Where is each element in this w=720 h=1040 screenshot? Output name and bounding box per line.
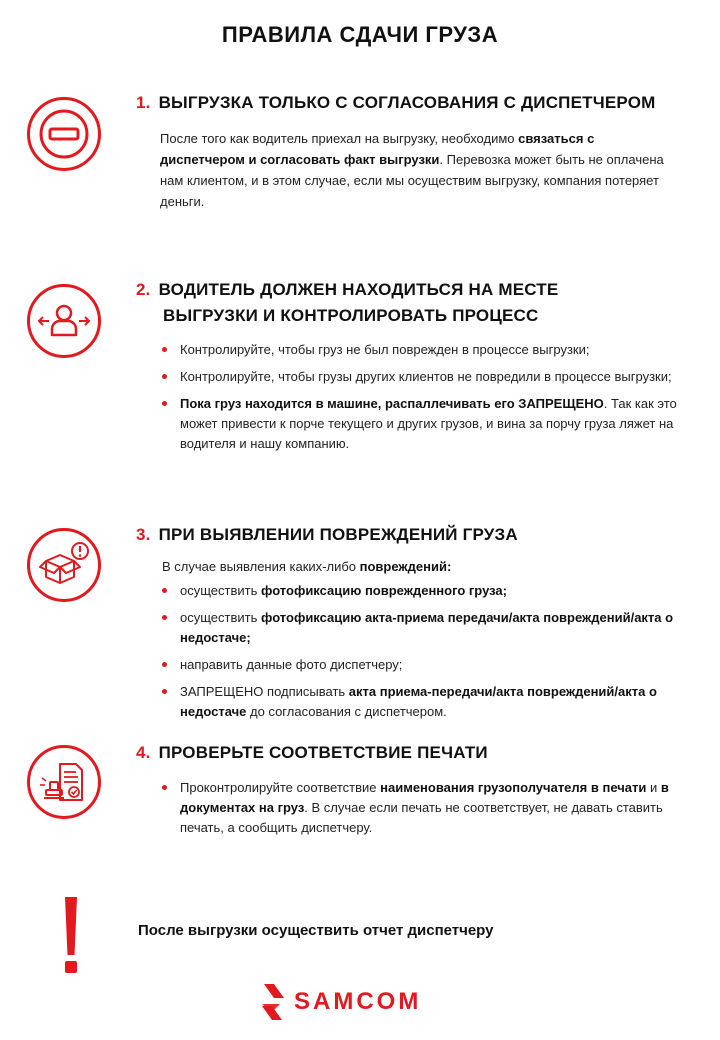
bold-text: фотофиксацию акта-приема передачи/акта повреждений/акта о недостаче; — [180, 610, 674, 645]
bullet-item — [160, 394, 680, 454]
bold-text: фотофиксацию поврежденного груза; — [260, 583, 507, 598]
section-3-intro — [162, 556, 682, 577]
section-1-title: ВЫГРУЗКА ТОЛЬКО С СОГЛАСОВАНИЯ С ДИСПЕТЧЕРОМ — [158, 93, 656, 112]
person-arrows-icon — [27, 284, 101, 358]
bullet-item — [160, 367, 680, 387]
page-title: ПРАВИЛА СДАЧИ ГРУЗА — [221, 22, 499, 47]
text-run: осуществить — [180, 610, 261, 625]
section-4-heading — [136, 740, 488, 766]
section-4-number: 4. — [136, 743, 151, 762]
section-2-number: 2. — [136, 280, 151, 299]
bold-text: наименования грузополучателя в печати — [380, 780, 647, 795]
section-3-bullets — [160, 581, 680, 729]
bold-text: повреждений: — [359, 559, 452, 574]
section-3-heading — [136, 522, 518, 548]
section-2-title-line-1: ВОДИТЕЛЬ ДОЛЖЕН НАХОДИТЬСЯ НА МЕСТЕ — [158, 280, 559, 299]
bold-text: Пока груз находится в машине, распаллечивать его ЗАПРЕЩЕНО — [180, 396, 604, 411]
section-1-number: 1. — [136, 93, 151, 112]
no-entry-icon — [27, 97, 101, 171]
logo-text: SAMCOM — [294, 988, 422, 1015]
text-run: Контролируйте, чтобы грузы других клиентов не повредили в процессе выгрузки; — [180, 369, 672, 384]
text-run: направить данные фото диспетчеру; — [180, 657, 403, 672]
samcom-logo-icon — [258, 982, 288, 1022]
text-run: . В случае если печать не соответствует, не давать ставить печать, а сообщить диспетчеру. — [180, 800, 663, 835]
section-3-title: ПРИ ВЫЯВЛЕНИИ ПОВРЕЖДЕНИЙ ГРУЗА — [158, 525, 518, 544]
final-note: После выгрузки осуществить отчет диспетчеру — [138, 922, 494, 939]
section-4-title: ПРОВЕРЬТЕ СООТВЕТСТВИЕ ПЕЧАТИ — [158, 743, 488, 762]
text-run: После того как водитель приехал на выгрузку, необходимо — [160, 131, 519, 146]
bullet-item — [160, 682, 680, 722]
text-run: осуществить — [180, 583, 261, 598]
bold-text: акта приема-передачи/акта повреждений/акта о недостаче — [180, 684, 657, 719]
exclamation-icon — [60, 895, 82, 977]
section-4-bullets — [160, 778, 680, 845]
text-run: Контролируйте, чтобы груз не был поврежден в процессе выгрузки; — [180, 342, 590, 357]
section-1-paragraph — [160, 128, 680, 212]
bold-text: в документах на груз — [180, 780, 669, 815]
section-3-number: 3. — [136, 525, 151, 544]
text-run: до согласования с диспетчером. — [246, 704, 447, 719]
bullet-item — [160, 778, 680, 838]
damaged-box-icon — [27, 528, 101, 602]
bold-text: связаться с диспетчером и согласовать факт выгрузки — [160, 131, 595, 167]
section-1-heading — [136, 90, 656, 116]
text-run: Проконтролируйте соответствие — [180, 780, 381, 795]
section-2-heading — [136, 277, 558, 329]
section-2-title-line-2: ВЫГРУЗКИ И КОНТРОЛИРОВАТЬ ПРОЦЕСС — [163, 306, 539, 325]
text-run: и — [646, 780, 661, 795]
text-run: . Перевозка может быть не оплачена нам клиентом, и в этом случае, если мы осуществим выгрузку, компания потеряет деньги. — [160, 152, 664, 209]
bullet-item — [160, 608, 680, 648]
bullet-item — [160, 340, 680, 360]
bullet-item — [160, 581, 680, 601]
text-run: . Так как это может привести к порче текущего и других грузов, и вина за порчу груза ляжет на водителя и нашу компанию. — [180, 396, 677, 451]
bullet-item — [160, 655, 680, 675]
text-run: ЗАПРЕЩЕНО подписывать — [180, 684, 349, 699]
section-2-bullets — [160, 340, 680, 461]
document-stamp-icon — [27, 745, 101, 819]
text-run: В случае выявления каких-либо — [162, 559, 360, 574]
